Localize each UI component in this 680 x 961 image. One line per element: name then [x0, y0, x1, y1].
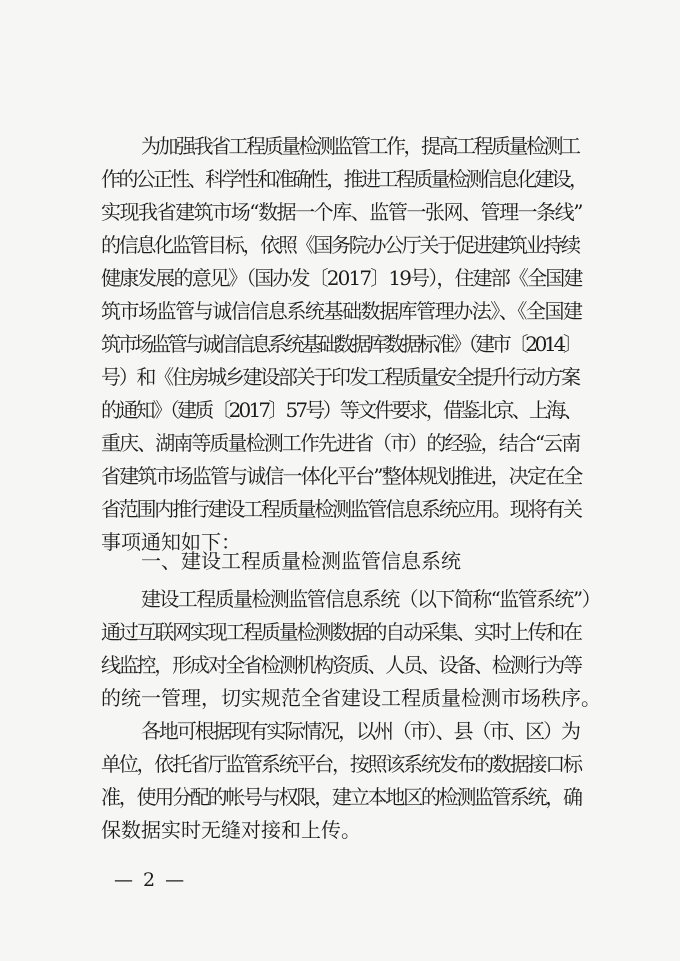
paragraph-1-line-12: 省范围内推行建设工程质量检测监管信息系统应用。现将有关: [101, 497, 581, 521]
paragraph-1-line-10: 重庆、湖南等质量检测工作先进省（市）的经验，结合“云南: [101, 431, 580, 455]
paragraph-1-line-1: 为加强我省工程质量检测监管工作，提高工程质量检测工: [141, 134, 579, 158]
paragraph-3-line-3: 准，使用分配的帐号与权限，建立本地区的检测监管系统，确: [101, 785, 581, 809]
paragraph-1-line-3: 实现我省建筑市场“数据一个库、监管一张网、管理一条线”: [101, 200, 582, 224]
paragraph-1-line-13: 事项通知如下：: [101, 530, 241, 554]
paragraph-1-line-7: 筑市场监管与诚信信息系统基础数据库数据标准》（建市〔2014〕: [101, 332, 580, 356]
paragraph-2-line-2: 通过互联网实现工程质量检测数据的自动采集、实时上传和在: [101, 620, 581, 644]
paragraph-3-line-4: 保数据实时无缝对接和上传。: [101, 818, 361, 842]
paragraph-1-line-2: 作的公正性、科学性和准确性，推进工程质量检测信息化建设，: [101, 167, 587, 191]
paragraph-1-line-8: 号）和《住房城乡建设部关于印发工程质量安全提升行动方案: [101, 365, 579, 389]
paragraph-1-line-9: 的通知》（建质〔2017〕57号）等文件要求，借鉴北京、上海、: [101, 398, 581, 422]
paragraph-2-line-1: 建设工程质量检测监管信息系统（以下简称“监管系统”）: [141, 587, 600, 611]
paragraph-1-line-6: 筑市场监管与诚信信息系统基础数据库管理办法》、《全国建: [101, 299, 582, 323]
paragraph-1-line-11: 省建筑市场监管与诚信一体化平台”整体规划推进，决定在全: [101, 464, 582, 488]
paragraph-3-line-1: 各地可根据现有实际情况，以州（市）、县（市、区）为: [141, 719, 579, 743]
paragraph-3-line-2: 单位，依托省厅监管系统平台，按照该系统发布的数据接口标: [101, 752, 581, 776]
paragraph-2-line-4: 的统一管理，切实规范全省建设工程质量检测市场秩序。: [101, 686, 601, 710]
page-number: — 2 —: [114, 869, 187, 891]
paragraph-2-line-3: 线监控，形成对全省检测机构资质、人员、设备、检测行为等: [101, 653, 581, 677]
paragraph-1-line-5: 健康发展的意见》（国办发〔2017〕19号），住建部《全国建: [101, 266, 582, 290]
section-heading: 一、建设工程质量检测监管信息系统: [141, 549, 461, 573]
paragraph-1-line-4: 的信息化监管目标，依照《国务院办公厅关于促进建筑业持续: [101, 233, 579, 257]
